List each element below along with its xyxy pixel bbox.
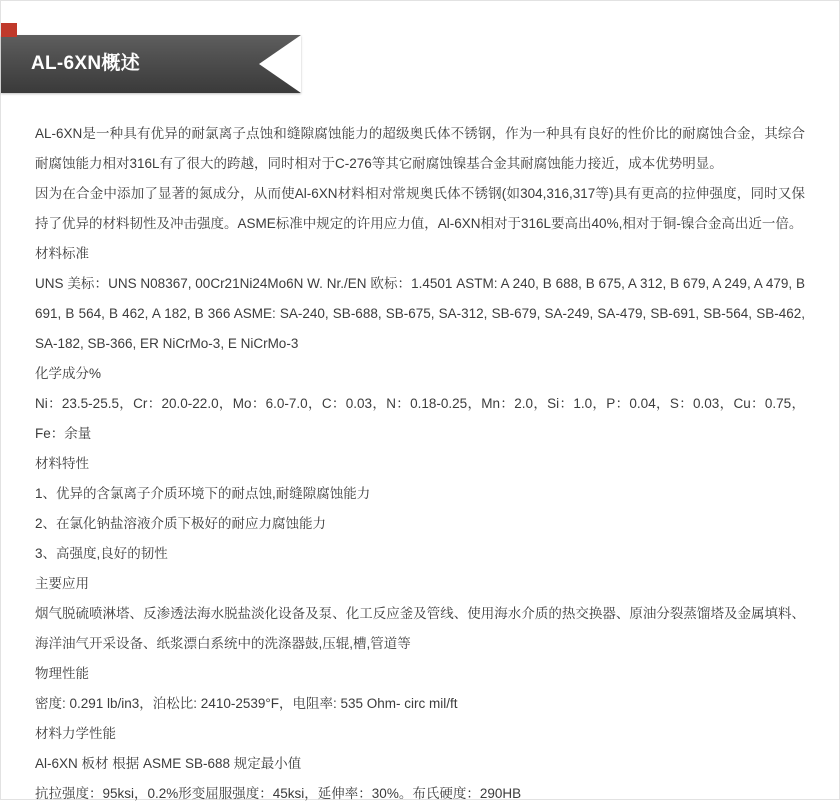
section-heading-material-standard: 材料标准: [35, 246, 89, 261]
section-text-mechanical-properties-1: Al-6XN 板材 根据 ASME SB-688 规定最小值: [35, 756, 302, 771]
section-text-material-standard: UNS 美标：UNS N08367, 00Cr21Ni24Mo6N W. Nr./EN 欧标：1.4501 ASTM: A 240, B 688, B 675, A 312, B 679, A 249, A 479, B 691, B 564, B 462, A 182, B 366 ASME: SA-240, SB-688, SB-675, SA-312, SB-679, SA-249, SA-479, SB-691, SB-564, SB-462, SA-182, SB-366, ER NiCrMo-3, E NiCrMo-3: [35, 276, 805, 351]
section-heading-material-properties: 材料特性: [35, 456, 89, 471]
corner-tab-fold-icon: [1, 23, 17, 37]
intro-paragraph-2: 因为在合金中添加了显著的氮成分，从而使Al-6XN材料相对常规奥氏体不锈钢(如304,316,317等)具有更高的拉伸强度，同时又保持了优异的材料韧性及冲击强度。ASME标准中规定的许用应力值，Al-6XN相对于316L要高出40%,相对于铜-镍合金高出近一倍。: [35, 186, 805, 231]
section-text-physical-properties: 密度: 0.291 lb/in3，泊松比: 2410-2539°F，电阻率: 535 Ohm- circ mil/ft: [35, 696, 458, 711]
page-title: AL-6XN概述: [31, 53, 141, 74]
intro-paragraph-1: AL-6XN是一种具有优异的耐氯离子点蚀和缝隙腐蚀能力的超级奥氏体不锈钢，作为一种具有良好的性价比的耐腐蚀合金，其综合耐腐蚀能力相对316L有了很大的跨越，同时相对于C-276等其它耐腐蚀镍基合金其耐腐蚀能力接近，成本优势明显。: [35, 126, 805, 171]
list-item: 2、在氯化钠盐溶液介质下极好的耐应力腐蚀能力: [35, 516, 327, 531]
section-banner: [1, 35, 839, 93]
section-heading-applications: 主要应用: [35, 576, 89, 591]
section-text-chemical-composition: Ni：23.5-25.5，Cr：20.0-22.0，Mo：6.0-7.0，C：0.03，N：0.18-0.25，Mn：2.0，Si：1.0，P：0.04，S：0.03，Cu：0.75，Fe：余量: [35, 396, 805, 441]
section-text-mechanical-properties-2: 抗拉强度：95ksi，0.2%形变屈服强度：45ksi，延伸率：30%。布氏硬度：290HB: [35, 786, 522, 801]
section-heading-physical-properties: 物理性能: [35, 666, 89, 681]
list-item: 1、优异的含氯离子介质环境下的耐点蚀,耐缝隙腐蚀能力: [35, 486, 371, 501]
banner-shape: [1, 35, 301, 93]
section-text-applications: 烟气脱硫喷淋塔、反渗透法海水脱盐淡化设备及泵、化工反应釜及管线、使用海水介质的热交换器、原油分裂蒸馏塔及金属填料、海洋油气开采设备、纸浆漂白系统中的洗涤器鼓,压辊,槽,管道等: [35, 606, 805, 651]
section-heading-chemical-composition: 化学成分%: [35, 366, 102, 381]
list-item: 3、高强度,良好的韧性: [35, 546, 168, 561]
section-heading-mechanical-properties: 材料力学性能: [35, 726, 116, 741]
document-content: [1, 93, 839, 809]
